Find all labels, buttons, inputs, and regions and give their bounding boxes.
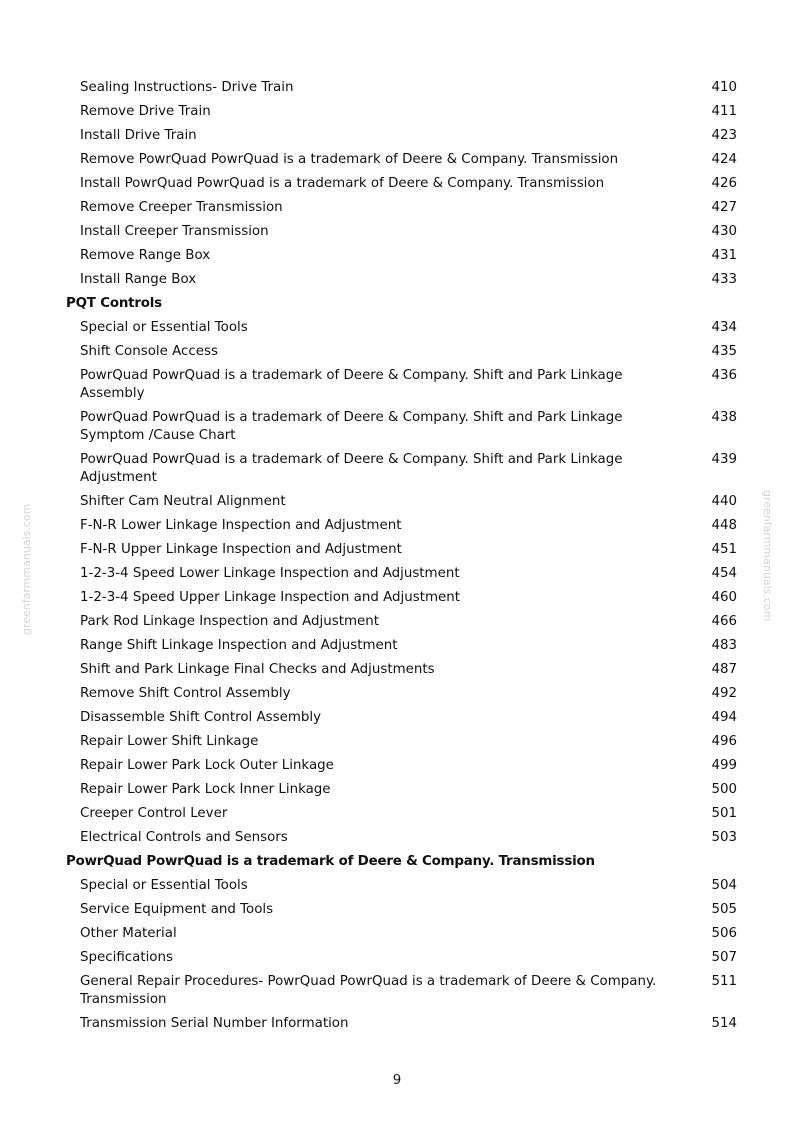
entry-title: Shift Console Access [80,344,218,359]
entry-title: Special or Essential Tools [80,878,248,893]
watermark-left-text: greenfarmmanuals.com [20,503,33,635]
entry-title: General Repair Procedures- PowrQuad PowrQuad is a trademark of Deere & Company. Transmission [80,974,657,1007]
entry-page-number: 505 [711,902,737,917]
toc-section-heading [0,850,794,874]
entry-title: Service Equipment and Tools [80,902,274,917]
entry-page-number: 410 [711,80,737,95]
entry-page-number: 494 [711,710,737,725]
toc-entry[interactable] [0,970,737,1012]
entry-title: Special or Essential Tools [80,320,248,335]
toc-entry[interactable] [0,244,737,268]
entry-page-number: 460 [711,590,737,605]
page-number: 9 [392,1073,402,1088]
entry-title: 1-2-3-4 Speed Upper Linkage Inspection and Adjustment [80,590,460,605]
toc-entry[interactable] [0,1012,737,1036]
toc-entry[interactable] [0,124,737,148]
entry-title: Remove Shift Control Assembly [80,686,291,701]
entry-page-number: 506 [711,926,737,941]
entry-title: F-N-R Upper Linkage Inspection and Adjustment [80,542,402,557]
entry-title: Disassemble Shift Control Assembly [80,710,322,725]
entry-title: Remove Range Box [80,248,211,263]
entry-page-number: 438 [711,410,737,425]
entry-page-number: 511 [711,974,737,989]
toc-entry[interactable] [0,802,737,826]
entry-page-number: 507 [711,950,737,965]
toc-entry[interactable] [0,706,737,730]
toc-entry[interactable] [0,406,737,448]
toc-entry[interactable] [0,682,737,706]
entry-title: Repair Lower Park Lock Outer Linkage [80,758,334,773]
entry-title: Repair Lower Park Lock Inner Linkage [80,782,331,797]
entry-page-number: 483 [711,638,737,653]
entry-page-number: 436 [711,368,737,383]
entry-page-number: 501 [711,806,737,821]
toc-entry[interactable] [0,448,737,490]
entry-title: Range Shift Linkage Inspection and Adjustment [80,638,398,653]
toc-entry[interactable] [0,268,737,292]
entry-page-number: 427 [711,200,737,215]
toc-section-heading [0,292,794,316]
toc-entry[interactable] [0,172,737,196]
entry-page-number: 504 [711,878,737,893]
entry-page-number: 426 [711,176,737,191]
entry-title: Transmission Serial Number Information [80,1016,349,1031]
section-title: PQT Controls [66,296,162,311]
toc-entry[interactable] [0,946,737,970]
watermark-right-text: greenfarmmanuals.com [761,490,774,622]
table-of-contents [0,76,794,1036]
entry-page-number: 431 [711,248,737,263]
toc-entry[interactable] [0,538,737,562]
entry-title: 1-2-3-4 Speed Lower Linkage Inspection and Adjustment [80,566,460,581]
entry-title: Remove PowrQuad PowrQuad is a trademark of Deere & Company. Transmission [80,152,619,167]
entry-title: Other Material [80,926,177,941]
entry-page-number: 423 [711,128,737,143]
entry-page-number: 487 [711,662,737,677]
entry-title: Creeper Control Lever [80,806,228,821]
toc-entry[interactable] [0,874,737,898]
toc-entry[interactable] [0,610,737,634]
entry-title: PowrQuad PowrQuad is a trademark of Deere & Company. Shift and Park Linkage Assembly [80,368,623,401]
toc-entry[interactable] [0,316,737,340]
watermark-right [762,490,776,640]
entry-title: Shifter Cam Neutral Alignment [80,494,286,509]
toc-entry[interactable] [0,658,737,682]
entry-title: Park Rod Linkage Inspection and Adjustment [80,614,379,629]
section-title: PowrQuad PowrQuad is a trademark of Deere & Company. Transmission [66,854,595,869]
entry-title: Install PowrQuad PowrQuad is a trademark of Deere & Company. Transmission [80,176,605,191]
toc-entry[interactable] [0,364,737,406]
entry-page-number: 433 [711,272,737,287]
entry-title: Sealing Instructions- Drive Train [80,80,294,95]
entry-page-number: 454 [711,566,737,581]
toc-entry[interactable] [0,76,737,100]
entry-page-number: 434 [711,320,737,335]
entry-title: F-N-R Lower Linkage Inspection and Adjustment [80,518,402,533]
entry-title: Install Drive Train [80,128,197,143]
entry-page-number: 466 [711,614,737,629]
entry-title: Repair Lower Shift Linkage [80,734,259,749]
entry-page-number: 435 [711,344,737,359]
entry-title: Install Creeper Transmission [80,224,269,239]
entry-title: Remove Drive Train [80,104,211,119]
entry-page-number: 503 [711,830,737,845]
toc-entry[interactable] [0,754,737,778]
toc-entry[interactable] [0,148,737,172]
entry-page-number: 499 [711,758,737,773]
toc-entry[interactable] [0,634,737,658]
entry-page-number: 500 [711,782,737,797]
entry-title: Electrical Controls and Sensors [80,830,288,845]
entry-title: Shift and Park Linkage Final Checks and Adjustments [80,662,435,677]
toc-entry[interactable] [0,826,737,850]
entry-page-number: 439 [711,452,737,467]
toc-entry[interactable] [0,340,737,364]
toc-entry[interactable] [0,586,737,610]
toc-entry[interactable] [0,730,737,754]
toc-entry[interactable] [0,898,737,922]
toc-entry[interactable] [0,100,737,124]
entry-page-number: 430 [711,224,737,239]
entry-title: PowrQuad PowrQuad is a trademark of Deere & Company. Shift and Park Linkage Adjustment [80,452,623,485]
entry-page-number: 411 [711,104,737,119]
entry-title: Specifications [80,950,173,965]
watermark-left [20,490,34,640]
toc-entry[interactable] [0,490,737,514]
toc-entry[interactable] [0,196,737,220]
entry-page-number: 451 [711,542,737,557]
toc-entry[interactable] [0,562,737,586]
toc-entry[interactable] [0,778,737,802]
entry-page-number: 514 [711,1016,737,1031]
entry-title: Install Range Box [80,272,197,287]
entry-title: PowrQuad PowrQuad is a trademark of Deere & Company. Shift and Park Linkage Symptom /Cause Chart [80,410,623,443]
toc-entry[interactable] [0,514,737,538]
entry-title: Remove Creeper Transmission [80,200,283,215]
entry-page-number: 492 [711,686,737,701]
entry-page-number: 496 [711,734,737,749]
toc-entry[interactable] [0,922,737,946]
entry-page-number: 448 [711,518,737,533]
toc-entry[interactable] [0,220,737,244]
entry-page-number: 440 [711,494,737,509]
entry-page-number: 424 [711,152,737,167]
